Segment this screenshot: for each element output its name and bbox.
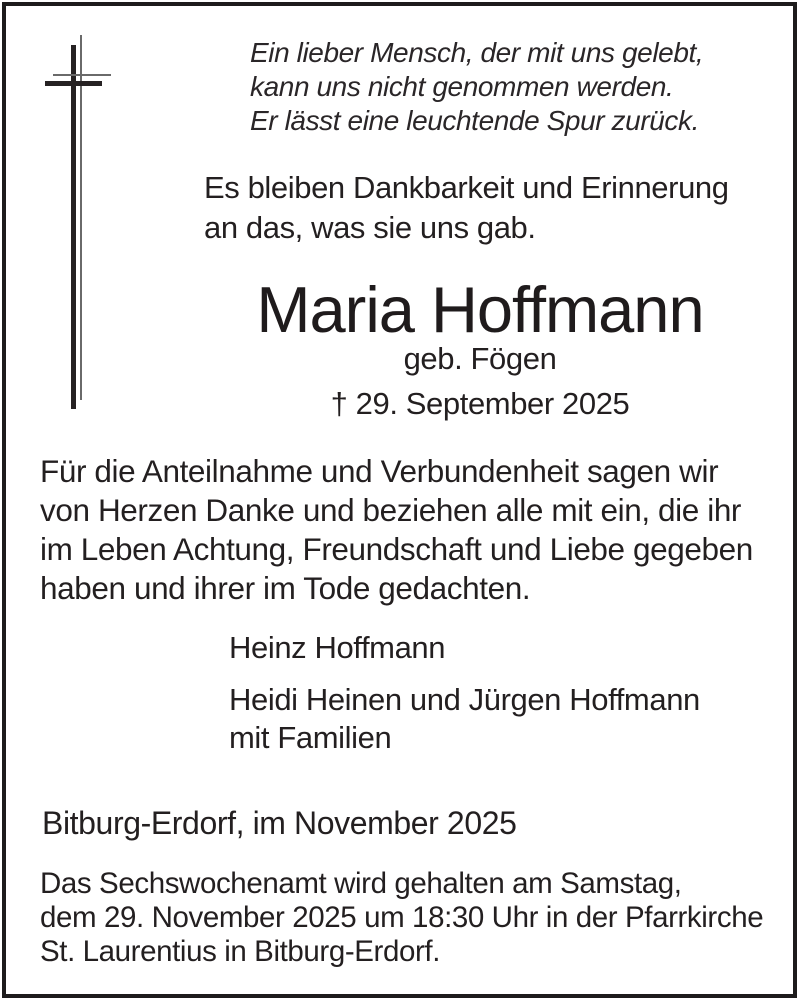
mourner-family (229, 681, 700, 757)
thanks-paragraph (40, 452, 753, 608)
thanks-line: Für die Anteilnahme und Verbundenheit sagen wir (40, 453, 719, 489)
death-date: † 29. September 2025 (330, 386, 630, 421)
verse-line: kann uns nicht genommen werden. (250, 71, 674, 102)
deceased-name: Maria Hoffmann (256, 273, 704, 346)
verse-line: Er lässt eine leuchtende Spur zurück. (250, 105, 700, 136)
thanks-line: im Leben Achtung, Freundschaft und Liebe gegeben (40, 531, 753, 567)
intro-line: Es bleiben Dankbarkeit und Erinnerung (204, 170, 729, 205)
thanks-line: haben und ihrer im Tode gedachten. (40, 570, 531, 606)
service-announcement (40, 867, 763, 969)
service-line: Das Sechswochenamt wird gehalten am Samstag, (40, 867, 682, 900)
intro-line: an das, was sie uns gab. (204, 210, 536, 245)
service-line: dem 29. November 2025 um 18:30 Uhr in der Pfarrkirche (40, 901, 764, 934)
intro-text (204, 168, 729, 248)
mourner-family-line: Heidi Heinen und Jürgen Hoffmann (229, 682, 700, 717)
maiden-name: geb. Fögen (403, 341, 557, 376)
place-and-date: Bitburg-Erdorf, im November 2025 (42, 805, 517, 841)
cross-horizontal-thick-line (45, 81, 102, 86)
verse-line: Ein lieber Mensch, der mit uns gelebt, (250, 37, 704, 68)
cross-vertical-thin-line (80, 35, 82, 400)
memorial-verse (250, 36, 703, 138)
mourner-family-line: mit Familien (229, 720, 392, 755)
thanks-line: von Herzen Danke und beziehen alle mit ein, die ihr (40, 492, 742, 528)
cross-vertical-thick-line (71, 45, 76, 409)
service-line: St. Laurentius in Bitburg-Erdorf. (40, 935, 441, 968)
mourner-name: Heinz Hoffmann (229, 630, 446, 665)
cross-horizontal-thin-line (53, 74, 111, 76)
